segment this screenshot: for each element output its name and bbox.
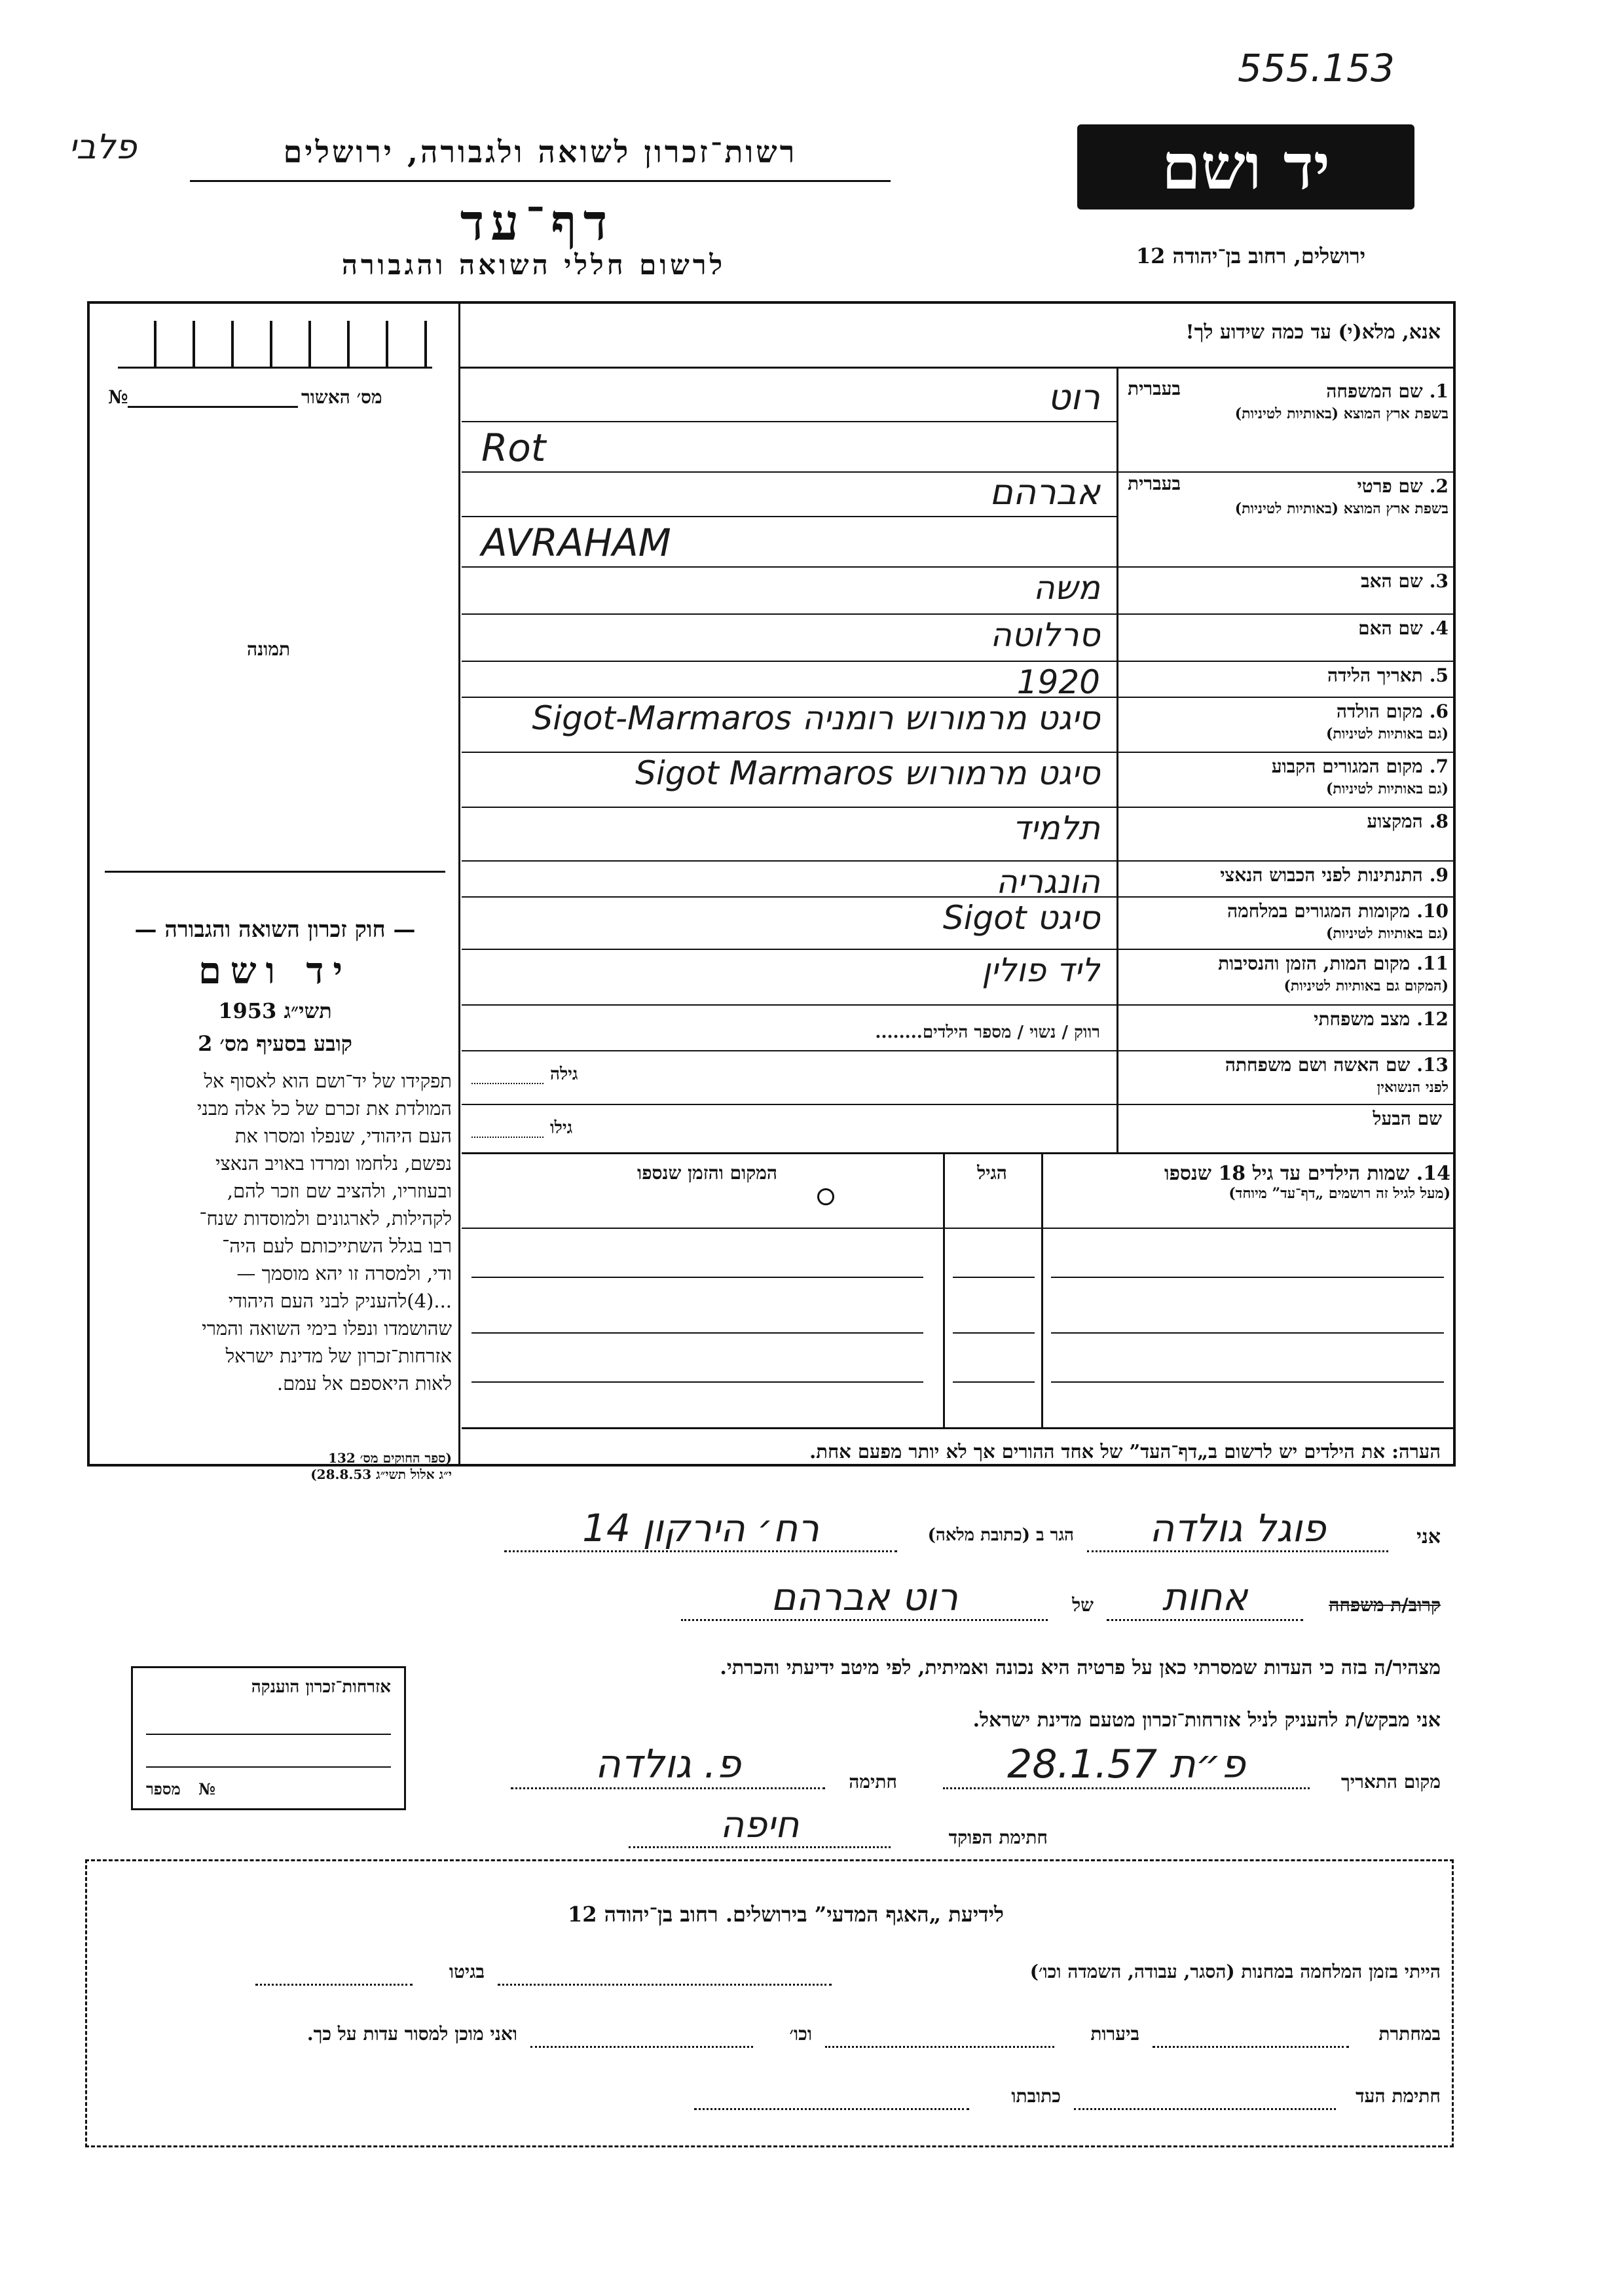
signature-line [458, 1741, 1441, 1800]
field-name: התנתינות לפני הכבוש הנאצי [1220, 864, 1423, 886]
field-value[interactable]: Sigot-Marmaros סיגט מרמורוש רומניה [532, 699, 1100, 737]
of-name[interactable]: רוט אברהם [681, 1575, 1048, 1621]
children-top-rule [462, 1152, 1454, 1154]
age-field[interactable] [471, 1137, 544, 1138]
place-date-value[interactable]: פ״ת 28.1.57 [943, 1741, 1310, 1789]
field-name: שם האשה ושם משפחתה [1225, 1054, 1411, 1076]
document-number: 555.153 [1238, 46, 1395, 90]
child-row-cell[interactable] [471, 1277, 923, 1278]
footer-title: לידיעת „האגף המדעי” בירושלים. רחוב בן־יהודה 12 [567, 1902, 1005, 1927]
field-label-13 [1121, 1054, 1449, 1099]
law-year-hebrew: תשי״ג [284, 998, 332, 1023]
law-text-line: ודי, ולמסרה זו יהא מוסמך — [236, 1262, 452, 1285]
law-text-line: שהושמדו ונפלו בימי השואה והמרי [202, 1317, 452, 1339]
address: ירושלים, רחוב בן־יהודה 12 [1135, 244, 1366, 268]
gazette-number: (ספר החוקים מס׳ 132 [328, 1450, 452, 1466]
law-year-number: 1953 [218, 998, 277, 1023]
law-text-line: לאות היאספם אל עמם. [276, 1372, 452, 1394]
hebrew-tag: בעברית [1128, 378, 1181, 399]
label-column-divider [1116, 368, 1118, 1154]
footer-line-2 [98, 2023, 1441, 2056]
footer-etc-label: וכו׳ [789, 2023, 812, 2045]
certificate-rule-1 [146, 1734, 391, 1735]
children-header-rule [462, 1228, 1454, 1229]
hebrew-tag: בעברית [1128, 473, 1181, 494]
children-place-mark [817, 1188, 834, 1205]
field-sub-label: בשפת ארץ המוצא (באותיות לטיניות) [1234, 405, 1449, 422]
authority-name: רשות־זכרון לשואה ולגבורה, ירושלים [283, 134, 798, 170]
field-mid-rule [462, 516, 1116, 517]
note-top-rule [462, 1427, 1454, 1429]
field-mid-rule [462, 421, 1116, 422]
field-rule [462, 1050, 1454, 1051]
signature-label: חתימה [849, 1771, 897, 1793]
field-name: מצב משפחתי [1314, 1008, 1411, 1030]
children-label [1048, 1162, 1450, 1202]
field-value[interactable]: הונגריה [996, 863, 1100, 901]
declarant-line [458, 1506, 1441, 1558]
field-name: מקומות המגורים במלחמה [1227, 900, 1411, 922]
law-title: — חוק זכרון השואה והגבורה — [134, 917, 416, 943]
field-name: שם הבעל [1373, 1108, 1442, 1129]
field-name: שם האב [1361, 570, 1423, 592]
law-text-line: רבו בגלל השתייכותם לעם היה־ [222, 1235, 452, 1257]
instruction: אנא, מלא(י) עד כמה שידוע לך! [1185, 321, 1441, 344]
children-col-2 [1041, 1154, 1043, 1429]
left-panel-divider [458, 301, 460, 1467]
official-line [458, 1804, 1048, 1856]
law-text-line: העם היהודי, שנפלו ומסרו את [234, 1125, 452, 1147]
field-value[interactable]: Sigot Marmaros סיגט מרמורוש [635, 754, 1100, 792]
field-name: מקום המות, הזמן והנסיבות [1218, 953, 1411, 974]
age-label: גילה [550, 1065, 578, 1084]
field-sub-label: (המקום גם באותיות לטיניות) [1283, 977, 1449, 994]
header-rule [190, 180, 891, 182]
field-rule [462, 807, 1454, 808]
field-value-latin[interactable]: AVRAHAM [481, 520, 671, 565]
field-name: מקום הולדה [1336, 701, 1423, 722]
children-number: 14. [1416, 1162, 1450, 1185]
field-number: 5. [1429, 665, 1449, 686]
footer-etc-field[interactable] [530, 2046, 753, 2048]
form-subtitle: לרשום חללי השואה והגבורה [341, 249, 726, 281]
child-row-cell[interactable] [1051, 1332, 1444, 1334]
official-label: חתימת הפוקד [948, 1827, 1048, 1848]
field-value[interactable]: 1920 [1016, 663, 1100, 701]
field-value[interactable]: משה [1033, 569, 1100, 607]
footer-camps-label: הייתי בזמן המלחמה במחנות (הסגר, עבודה, השמדה וכו׳) [1029, 1961, 1441, 1982]
field-rule [462, 752, 1454, 753]
place-date-label: מקום התאריך [1341, 1771, 1441, 1793]
footer-line-1 [98, 1961, 1441, 1994]
relation-label: קרוב/ת משפחה [1329, 1594, 1441, 1616]
photo-label: תמונה [246, 638, 291, 660]
approval-number-field[interactable] [128, 406, 298, 408]
field-label-11 [1121, 953, 1449, 997]
field-name: המקצוע [1367, 811, 1423, 832]
certificate-rule-2 [146, 1766, 391, 1768]
logo-text: יד ושם [1161, 130, 1331, 204]
form-title: דף־עד [460, 193, 614, 251]
field-label-10 [1121, 900, 1449, 945]
footer-ghetto-field[interactable] [255, 1984, 413, 1986]
footer-address-field[interactable] [694, 2108, 969, 2110]
field-number: 12. [1416, 1008, 1449, 1030]
law-section: קובע בסעיף מס׳ 2 [198, 1031, 352, 1056]
margin-annotation: פלבי [69, 128, 137, 167]
gazette-reference [98, 1450, 452, 1483]
certificate-box [131, 1666, 406, 1810]
child-row-cell[interactable] [1051, 1381, 1444, 1383]
field-rule [462, 860, 1454, 862]
field-value-latin[interactable]: Rot [481, 426, 546, 470]
child-row-cell[interactable] [953, 1381, 1035, 1383]
field-rule [462, 566, 1454, 568]
footer-underground-label: במחתרת [1378, 2023, 1441, 2045]
declarant-name[interactable]: פוגל גולדה [1087, 1506, 1388, 1552]
law-text [98, 1067, 452, 1397]
gazette-date: י״ג אלול תשי״ג 28.8.53) [310, 1467, 452, 1482]
children-place-header: המקום והזמן שנספו [637, 1162, 777, 1184]
footer-forests-field[interactable] [825, 2046, 1054, 2048]
request-text: אני מבקש/ת להעניק לניל אזרחות־זכרון מטעם מדינת ישראל. [972, 1709, 1441, 1732]
law-text-line: נפשם, נלחמו ומרדו באויב הנאצי [215, 1152, 452, 1175]
barcode-boxes [118, 321, 432, 369]
field-value[interactable]: תלמיד [1012, 809, 1100, 847]
field-number: 7. [1429, 756, 1449, 777]
relation-line [458, 1575, 1441, 1627]
field-rule [462, 661, 1454, 662]
children-subtitle: (מעל לגיל זה רושמים „דף־עד” מיוחד) [1228, 1185, 1450, 1202]
field-number: 13. [1416, 1054, 1449, 1076]
field-value[interactable]: סרלוטה [990, 616, 1100, 654]
field-sub-label: (גם באותיות לטיניות) [1325, 925, 1449, 942]
field-label-7 [1121, 756, 1449, 800]
field-label-12 [1121, 1008, 1449, 1030]
children-title: שמות הילדים עד גיל 18 שנספו [1164, 1162, 1410, 1185]
field-number: 2. [1429, 475, 1449, 497]
field-rule [462, 949, 1454, 950]
child-row-cell[interactable] [953, 1332, 1035, 1334]
footer-address-label: כתובתו [1011, 2085, 1061, 2107]
field-name: מקום המגורים הקבוע [1271, 756, 1423, 777]
age-field[interactable] [471, 1083, 544, 1084]
field-sub-label: (גם באותיות לטיניות) [1325, 780, 1449, 797]
note: הערה: את הילדים יש לרשום ב„דף־העד” של אחד ההורים אך לא יותר מפעם אחת. [809, 1440, 1441, 1463]
children-age-header: הגיל [977, 1162, 1007, 1184]
field-number: 6. [1429, 701, 1449, 722]
field-rule [462, 613, 1454, 615]
child-row-cell[interactable] [471, 1332, 923, 1334]
approval-label: מס׳ האשור [301, 386, 382, 408]
photo-area-rule [105, 871, 445, 873]
certificate-title: אזרחות־זכרון הוענקה [251, 1677, 391, 1697]
law-text-line: ובעוזריו, ולהציב שם וזכר להם, [227, 1180, 452, 1202]
certificate-number-no: № [198, 1779, 216, 1798]
field-label-6 [1121, 701, 1449, 745]
footer-witness-signature-field[interactable] [1074, 2108, 1336, 2110]
field-label-8 [1121, 811, 1449, 833]
field-value[interactable]: Sigot סיגט [942, 899, 1100, 937]
field-number: 8. [1429, 811, 1449, 832]
child-row-cell[interactable] [471, 1381, 923, 1383]
field-name: תאריך הלידה [1327, 665, 1423, 686]
field-name: שם האם [1358, 617, 1423, 639]
field-rule [462, 1004, 1454, 1006]
field-number: 10. [1416, 900, 1449, 922]
field-number: 9. [1429, 864, 1449, 886]
field-name: שם פרטי [1357, 475, 1423, 497]
footer-witness-signature-label: חתימת העד [1356, 2085, 1441, 2107]
field-label-4 [1121, 617, 1449, 640]
field-value[interactable]: ליד פולין [982, 951, 1100, 989]
field-number: 3. [1429, 570, 1449, 592]
field-label-1 [1121, 380, 1449, 425]
field-number: 1. [1429, 380, 1449, 402]
official-signature[interactable]: חיפה [629, 1804, 891, 1848]
signature-value[interactable]: פ. גולדה [511, 1741, 825, 1789]
law-text-line: תפקידו של יד־ושם הוא לאסוף אל [204, 1070, 452, 1092]
footer-testimony-label: ואני מוכן למסור עדות על כך. [306, 2023, 517, 2045]
law-text-line: לקהילות, לארגונים ולמוסדות שנח־ [199, 1207, 452, 1230]
law-name: יד ושם [198, 949, 352, 993]
law-text-line: ...(4)להעניק לבני העם היהודי [228, 1290, 452, 1312]
declarant-resident-label: הגר ב (כתובת מלאה) [927, 1525, 1074, 1545]
footer-camps-field[interactable] [498, 1984, 832, 1986]
instruction-rule [458, 367, 1454, 369]
declarant-i-label: אני [1416, 1525, 1441, 1548]
field-label-5 [1121, 665, 1449, 687]
child-row-cell[interactable] [953, 1277, 1035, 1278]
declaration-text: מצהיר/ה בזה כי העדות שמסרתי כאן על פרטיה היא נכונה ואמיתית, לפי מיטב ידיעתי והכרתי. [720, 1656, 1441, 1679]
relation-value[interactable]: אחות [1107, 1575, 1303, 1621]
field-sub-label: בשפת ארץ המוצא (באותיות לטיניות) [1234, 500, 1449, 517]
field-sub-label: (גם באותיות לטיניות) [1325, 725, 1449, 742]
yad-vashem-logo [1077, 124, 1414, 210]
children-col-1 [943, 1154, 945, 1429]
field-label-9 [1121, 864, 1449, 886]
field-label-14 [1121, 1108, 1449, 1130]
field-label-3 [1121, 570, 1449, 592]
footer-forests-label: ביערות [1090, 2023, 1139, 2045]
field-name: שם המשפחה [1326, 380, 1423, 402]
field-value[interactable]: רווק / נשוי / מספר הילדים........ [875, 1023, 1100, 1042]
law-year [98, 998, 452, 1023]
field-value-hebrew[interactable]: רוט [1047, 376, 1100, 418]
age-label: גילו [550, 1118, 573, 1138]
field-number: 11. [1416, 953, 1449, 974]
field-sub-label: לפני הנשואין [1376, 1079, 1449, 1096]
declarant-address[interactable]: רח׳ הירקון 14 [504, 1506, 897, 1552]
certificate-number-label: מספר [146, 1779, 181, 1798]
of-label: של [1072, 1594, 1094, 1616]
law-text-line: המולדת את זכרם של כל אלה מבני [196, 1097, 452, 1120]
law-text-line: אזרחות־זכרון של מדינת ישראל [225, 1345, 452, 1367]
field-number: 4. [1429, 617, 1449, 639]
footer-line-3 [98, 2085, 1441, 2118]
approval-no-mark: № [108, 386, 128, 408]
footer-underground-field[interactable] [1153, 2046, 1349, 2048]
field-label-2 [1121, 475, 1449, 520]
child-row-cell[interactable] [1051, 1277, 1444, 1278]
field-value-hebrew[interactable]: אברהם [989, 471, 1100, 513]
footer-ghetto-label: בגיטו [449, 1961, 485, 1982]
field-rule [462, 1104, 1454, 1105]
